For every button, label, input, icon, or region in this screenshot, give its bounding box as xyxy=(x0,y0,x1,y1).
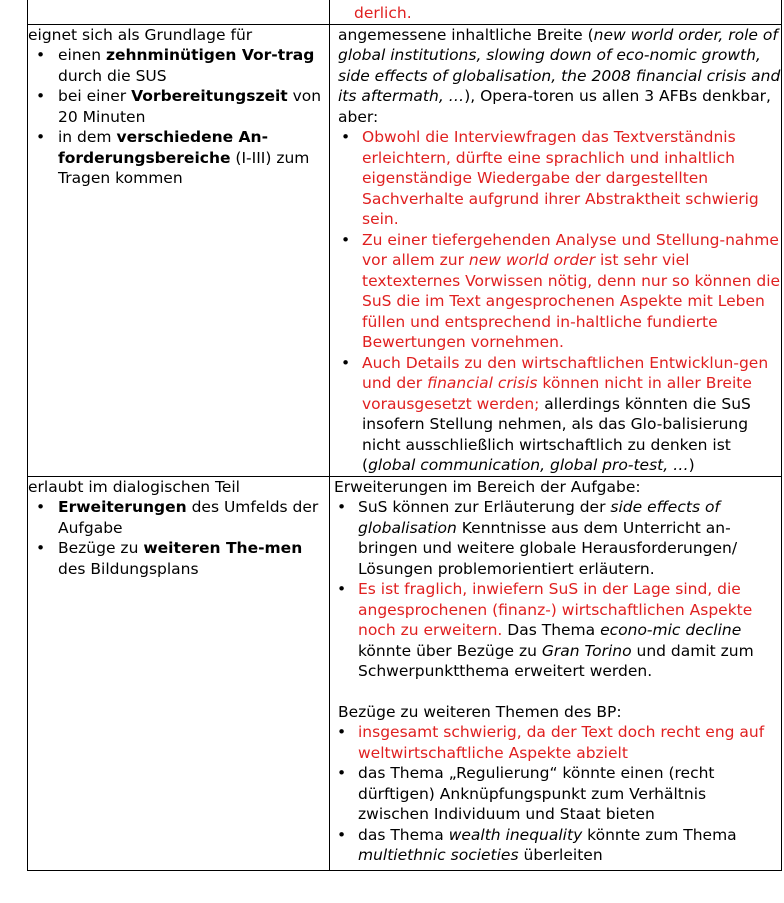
row1-left-cell xyxy=(28,24,330,476)
topics-list xyxy=(334,722,781,866)
list-item: • Es ist fraglich, inwiefern SuS in der Lage sind, die angesprochenen (finanz-) wirtschaftlichen Aspekte noch zu erweitern. Das Thema econo-mic decline könnte über Bezüge zu Gran Torino und damit zum Schwerpunktthema erweitert werden. xyxy=(334,579,781,682)
caveat-list xyxy=(338,127,781,476)
extensions-list xyxy=(334,497,781,682)
list-item: • SuS können zur Erläuterung der side effects of globalisation Kenntnisse aus dem Unterricht an-bringen und weitere globale Herausforderungen/ Lösungen problemorientiert erläutern. xyxy=(334,497,781,579)
row2-right-cell xyxy=(330,476,782,870)
list-item: • das Thema „Regulierung“ könnte einen (recht dürftigen) Anknüpfungspunkt zum Verhältnis zwischen Individuum und Staat bieten xyxy=(334,763,781,825)
list-item: • insgesamt schwierig, da der Text doch recht eng auf weltwirtschaftliche Aspekte abzielt xyxy=(334,722,781,763)
left-intro: eignet sich als Grundlage für xyxy=(28,25,253,44)
row1-right-cell xyxy=(330,24,782,476)
row0-right-cell xyxy=(330,0,782,24)
continued-text: derlich. xyxy=(354,4,412,22)
table-row xyxy=(28,0,782,24)
criteria-list xyxy=(28,45,329,189)
breadth-paragraph: angemessene inhaltliche Breite (new world order, role of global institutions, slowing down of eco-nomic growth, side effects of globalisation, the 2008 financial crisis and its aftermath, …), Opera-toren us allen 3 AFBs denkbar, aber: xyxy=(338,25,781,126)
list-item: • einen zehnminütigen Vor-trag durch die SUS xyxy=(28,45,329,86)
table-row xyxy=(28,476,782,870)
list-item: • Erweiterungen des Umfelds der Aufgabe xyxy=(28,497,329,538)
list-item: • Bezüge zu weiteren The-men des Bildungsplans xyxy=(28,538,329,579)
list-item: • in dem verschiedene An-forderungsbereiche (I-III) zum Tragen kommen xyxy=(28,127,329,189)
list-item: • das Thema wealth inequality könnte zum Thema multiethnic societies überleiten xyxy=(334,825,781,866)
list-item: • Zu einer tiefergehenden Analyse und Stellung-nahme vor allem zur new world order ist sehr viel textexternes Vorwissen nötig, denn nur so können die SuS die im Text angesprochenen Aspekte mit Leben füllen und entsprechend in-haltliche fundierte Bewertungen vornehmen. xyxy=(338,230,781,353)
left-intro: erlaubt im dialogischen Teil xyxy=(28,477,240,496)
list-item: • Obwohl die Interviewfragen das Textverständnis erleichtern, dürfte eine sprachlich und inhaltlich eigenständige Wiedergabe der dargestellten Sachverhalte aufgrund ihrer Abstraktheit schwierig sein. xyxy=(338,127,781,230)
topics-heading: Bezüge zu weiteren Themen des BP: xyxy=(338,702,622,721)
row0-left-cell xyxy=(28,0,330,24)
list-item: • Auch Details zu den wirtschaftlichen Entwicklun-gen und der financial crisis können nicht in aller Breite vorausgesetzt werden; allerdings könnten die SuS insofern Stellung nehmen, als das Glo-balisierung nicht ausschließlich wirtschaftlich zu denken ist (global communication, global pro-test, …) xyxy=(338,353,781,476)
table-row xyxy=(28,24,782,476)
dialog-list xyxy=(28,497,329,579)
assessment-table xyxy=(27,0,782,871)
extensions-heading: Erweiterungen im Bereich der Aufgabe: xyxy=(334,477,641,496)
list-item: • bei einer Vorbereitungszeit von 20 Minuten xyxy=(28,86,329,127)
row2-left-cell xyxy=(28,476,330,870)
